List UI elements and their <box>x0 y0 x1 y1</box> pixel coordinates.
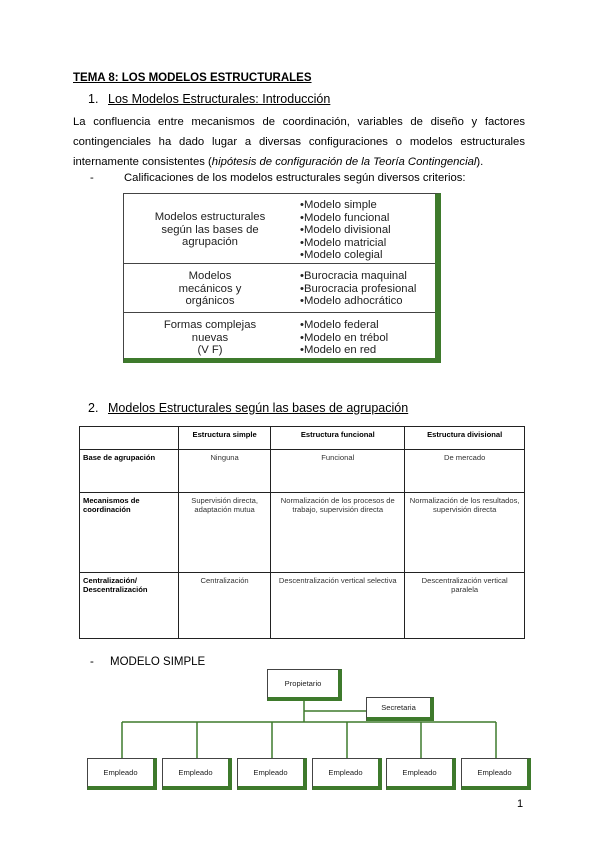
classification-item: •Burocracia maquinal <box>300 270 407 282</box>
table-cell: Supervisión directa, adaptación mutua <box>179 493 271 573</box>
classification-item: •Modelo adhocrático <box>300 295 403 307</box>
org-box-secretary: Secretaria <box>366 697 434 721</box>
classification-item: •Modelo en trébol <box>300 331 389 344</box>
classification-item: •Modelo funcional <box>300 211 390 224</box>
org-box-owner: Propietario <box>267 669 342 701</box>
org-box-employee: Empleado <box>386 758 456 790</box>
org-box-employee: Empleado <box>237 758 307 790</box>
org-box-employee: Empleado <box>162 758 232 790</box>
table-row-label: Base de agrupación <box>80 450 179 493</box>
classification-left-line: Formas complejas <box>163 319 257 331</box>
section-1-title: Los Modelos Estructurales: Introducción <box>108 92 331 106</box>
table-row-label: Centralización/ Descentralización <box>80 573 179 639</box>
table-cell: Centralización <box>179 573 271 639</box>
classification-left-line: Modelos <box>188 270 232 282</box>
intro-end: ). <box>476 156 484 168</box>
classification-item: •Burocracia profesional <box>300 282 417 295</box>
classification-left-line: nuevas <box>191 331 229 344</box>
table-header-cell: Estructura funcional <box>271 427 405 450</box>
classification-left-line: orgánicos <box>185 295 235 307</box>
section-2-title: Modelos Estructurales según las bases de agrupación <box>108 401 409 415</box>
table-cell: Funcional <box>271 450 405 493</box>
table-cell: Normalización de los resultados, supervisión directa <box>405 493 525 573</box>
intro-text: La confluencia entre mecanismos de coordinación, variables de diseño y factores contingenciales ha dado lugar a diversas configuraciones o modelos estructurales internamente consistentes ( <box>73 116 525 168</box>
table-row-label: Mecanismos de coordinación <box>80 493 179 573</box>
bullet-dash: - <box>90 656 94 668</box>
classification-item: •Modelo matricial <box>300 236 387 249</box>
table-cell: Normalización de los procesos de trabajo, supervisión directa <box>271 493 405 573</box>
intro-emphasis: hipótesis de configuración de la Teoría Contingencial <box>211 156 477 168</box>
org-box-employee: Empleado <box>312 758 382 790</box>
page-title: TEMA 8: LOS MODELOS ESTRUCTURALES <box>73 72 312 84</box>
table-cell: Descentralización vertical selectiva <box>271 573 405 639</box>
page-number: 1 <box>517 798 524 810</box>
org-box-employee: Empleado <box>461 758 531 790</box>
table-cell: Ninguna <box>179 450 271 493</box>
bullet-dash: - <box>90 172 94 184</box>
bullet-text: MODELO SIMPLE <box>110 656 206 668</box>
table-cell: De mercado <box>405 450 525 493</box>
classification-left-line: Modelos estructurales <box>154 211 266 223</box>
classification-left-line: (V F) <box>197 344 223 356</box>
classification-item: •Modelo divisional <box>300 224 391 236</box>
classification-item: •Modelo en red <box>300 344 377 356</box>
bullet-text: Calificaciones de los modelos estructurales según diversos criterios: <box>124 172 466 184</box>
table-header-cell: Estructura simple <box>179 427 271 450</box>
classification-left-line: agrupación <box>182 236 238 248</box>
section-1-number: 1. <box>88 92 99 106</box>
section-2-number: 2. <box>88 401 99 415</box>
table-header-cell: Estructura divisional <box>405 427 525 450</box>
org-box-employee: Empleado <box>87 758 157 790</box>
classification-left-line: mecánicos y <box>178 282 242 295</box>
classification-item: •Modelo simple <box>300 199 377 211</box>
table-cell: Descentralización vertical paralela <box>405 573 525 639</box>
classification-item: •Modelo federal <box>300 319 379 331</box>
classification-left-line: según las bases de <box>161 223 259 236</box>
classification-item: •Modelo colegial <box>300 249 383 261</box>
